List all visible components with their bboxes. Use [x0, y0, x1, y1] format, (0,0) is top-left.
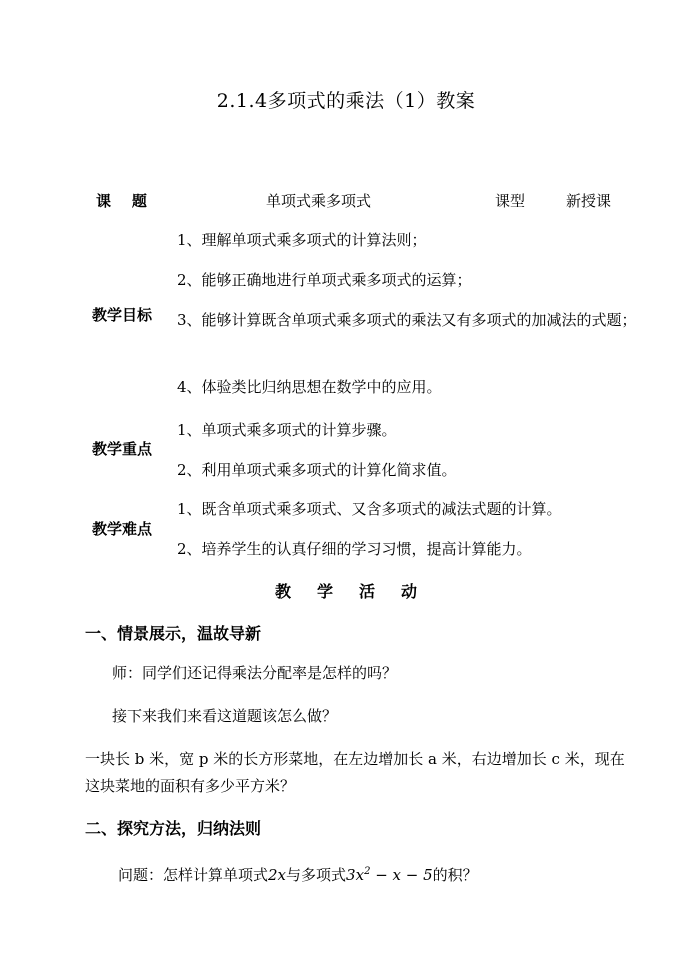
lesson-type-label: 课型: [495, 192, 526, 210]
topic-value: 单项式乘多项式: [266, 192, 372, 210]
objectives-label: 教学目标: [92, 306, 153, 324]
question-suffix: 的积？: [432, 866, 478, 884]
key-point-item: 2、利用单项式乘多项式的计算化简求值。: [177, 461, 457, 479]
document-title: 2.1.4多项式的乘法（1）教案: [216, 90, 476, 112]
question-mid: 与多项式: [286, 866, 347, 884]
objective-item: 4、体验类比归纳思想在数学中的应用。: [177, 378, 442, 396]
key-point-item: 1、单项式乘多项式的计算步骤。: [177, 421, 397, 439]
problem-paragraph: 一块长 b 米，宽 p 米的长方形菜地，在左边增加长 a 米，右边增加长 c 米，现在这块菜地的面积有多少平方米？: [85, 750, 625, 795]
paragraph: 接下来我们来看这道题该怎么做？: [112, 707, 338, 725]
difficulty-item: 1、既含单项式乘多项式、又含多项式的减法式题的计算。: [177, 500, 562, 518]
difficulties-label: 教学难点: [92, 520, 153, 538]
difficulty-item: 2、培养学生的认真仔细的学习习惯，提高计算能力。: [177, 540, 532, 558]
polynomial-rest: − x − 5: [370, 866, 433, 884]
lesson-type-value: 新授课: [566, 192, 612, 210]
monomial-expression: 2x: [268, 866, 287, 884]
objective-item: 1、理解单项式乘多项式的计算法则；: [177, 231, 427, 249]
paragraph: 师：同学们还记得乘法分配率是怎样的吗？: [112, 664, 398, 682]
objective-item: 2、能够正确地进行单项式乘多项式的运算；: [177, 271, 472, 289]
activities-heading: 教学活动: [274, 582, 443, 601]
polynomial-exponent: 2: [364, 866, 371, 877]
question-paragraph: [118, 858, 478, 889]
section-heading: 二、探究方法，归纳法则: [85, 819, 262, 838]
topic-label: 课 题: [96, 192, 147, 210]
objective-item: 3、能够计算既含单项式乘多项式的乘法又有多项式的加减法的式题；: [177, 311, 637, 329]
key-points-label: 教学重点: [92, 440, 153, 458]
section-heading: 一、情景展示，温故导新: [85, 624, 262, 643]
question-prefix: 问题：怎样计算单项式: [118, 866, 269, 884]
polynomial-term: 3x: [346, 866, 365, 884]
